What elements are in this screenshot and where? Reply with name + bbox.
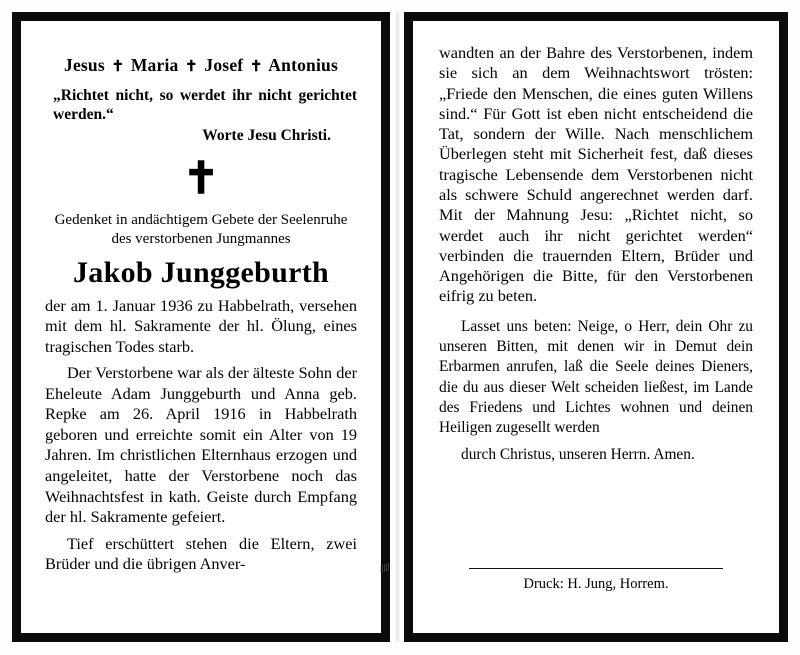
saint-name-maria: Maria <box>130 55 179 75</box>
fold-crease-mark: ///// <box>377 561 392 576</box>
saint-name-josef: Josef <box>204 55 244 75</box>
page-fold-shadow <box>395 12 400 642</box>
left-paragraph-2: Der Verstorbene war als der älteste Sohn der Eheleute Adam Junggeburth und Anna geb. Repke am 26. April 1916 in Habbelrath geboren und erreichte somit ein Alter von 19 Jahren. Im christlichen Elternhaus erzogen und angeleitet, hatte der Verstorbene noch das Weihnachtsfest in kath. Geiste durch Empfang der hl. Sakramente gefeiert. <box>45 363 357 527</box>
cross-separator-icon: ✝ <box>185 59 198 75</box>
left-paragraph-3: Tief erschüttert stehen die Eltern, zwei Brüder und die übrigen Anver- <box>45 533 357 574</box>
printer-credit-block <box>469 568 723 593</box>
memorial-intro-text: Gedenket in andächtigem Gebete der Seelenruhe des verstorbenen Jungmannes <box>54 211 348 248</box>
cross-separator-icon: ✝ <box>249 59 263 75</box>
printer-divider <box>469 568 723 569</box>
memorial-card-right <box>404 12 788 642</box>
memorial-card-left <box>12 12 390 642</box>
saint-name-jesus: Jesus <box>64 55 105 75</box>
deceased-name: Jakob Junggeburth <box>72 255 329 289</box>
saint-name-antonius: Antonius <box>268 55 338 75</box>
printer-credit: Druck: H. Jung, Horrem. <box>523 576 669 592</box>
right-page-content <box>419 27 773 627</box>
prayer-closing: durch Christus, unseren Herrn. Amen. <box>461 445 695 463</box>
left-paragraph-1: der am 1. Januar 1936 zu Habbelrath, versehen mit dem hl. Sakramente der hl. Ölung, eines tragischen Todes starb. <box>45 295 357 356</box>
left-page-content <box>27 27 375 627</box>
right-paragraph-1: wandten an der Bahre des Verstorbenen, indem sie sich an dem Weihnachtswort trösten: „Friede den Menschen, die eines guten Willens sind.“ Für Gott ist eben nicht entscheidend die Tat, sondern der Wille. Nach menschlichem Überlegen steht mit Sicherheit fest, daß dieses tragische Lebensende dem Verstorbenen nicht als schwere Schuld angerechnet werden darf. Mit der Mahnung Jesu: „Richtet nicht, so werdet auch ihr nicht gerichtet werden“ verbinden die trauernden Eltern, Brüder und Angehörigen die Bitte, für den Verstorbenen eifrig zu beten. <box>439 43 753 306</box>
prayer-text: Lasset uns beten: Neige, o Herr, dein Ohr zu unseren Bitten, mit denen wir in Demut dein Erbarmen anrufen, laß die Seele deines Dieners, die du aus dieser Welt scheiden ließest, im Lande des Friedens und Lichtes wohnen und deinen Heiligen zugesellt werden <box>439 317 753 437</box>
cross-separator-icon: ✝ <box>111 59 125 75</box>
saints-invocation-line <box>45 55 357 76</box>
quote-attribution: Worte Jesu Christi. <box>202 126 331 144</box>
latin-cross-icon: ✝ <box>182 153 220 203</box>
scripture-quote: „Richtet nicht, so werdet ihr nicht gerichtet werden.“ <box>53 87 357 124</box>
